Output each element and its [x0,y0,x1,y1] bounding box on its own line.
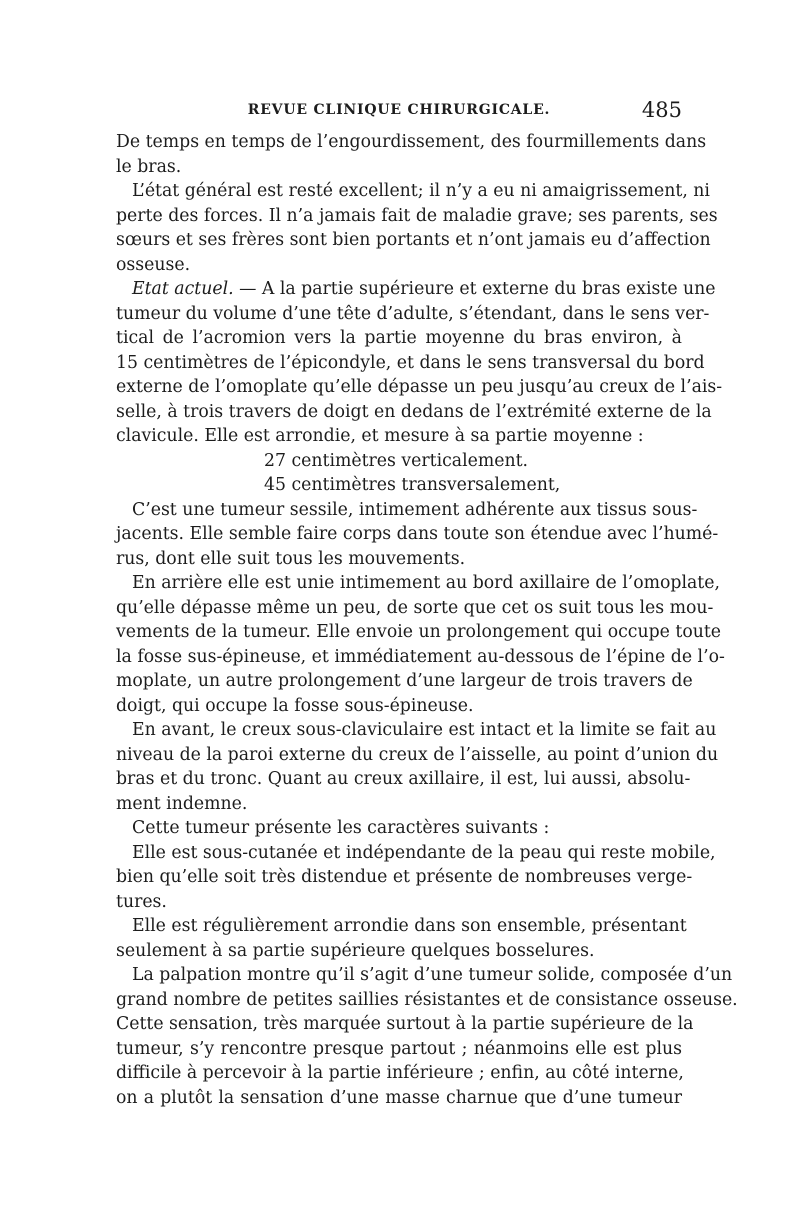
text-line: doigt, qui occupe la fosse sous-épineuse. [116,695,474,716]
page-header [116,100,682,124]
text-line: externe de l’omoplate qu’elle dépasse un peu jusqu’au creux de l’ais- [116,377,723,397]
text-line: tures. [116,891,167,912]
body-text [116,130,738,1110]
text-line: tical de l’acromion vers la partie moyenne du bras environ, à [116,328,682,348]
text-line: grand nombre de petites saillies résistantes et de consistance osseuse. [116,989,738,1010]
text-line [116,277,716,302]
text-line: seulement à sa partie supérieure quelques bosselures. [116,940,595,961]
text-line: qu’elle dépasse même un peu, de sorte que cet os suit tous les mou- [116,597,714,618]
text-line: perte des forces. Il n’a jamais fait de maladie grave; ses parents, ses [116,205,718,226]
text-line: sœurs et ses frères sont bien portants et n’ont jamais eu d’affection [116,230,711,250]
page-number: 485 [641,98,682,122]
text-line: La palpation montre qu’il s’agit d’une tumeur solide, composée d’un [132,965,733,985]
etat-actuel-label: Etat actuel. [132,279,234,299]
text-line: jacents. Elle semble faire corps dans toute son étendue avec l’humé- [116,524,719,544]
text-line: Elle est sous-cutanée et indépendante de la peau qui reste mobile, [132,842,716,863]
text-line: le bras. [116,156,182,177]
text-line-rest: — A la partie supérieure et externe du bras existe une [239,279,716,299]
text-line: Cette tumeur présente les caractères suivants : [132,818,550,838]
text-line: tumeur, s’y rencontre presque partout ; néanmoins elle est plus [116,1038,682,1059]
text-line: difficile à percevoir à la partie inférieure ; enfin, au côté interne, [116,1063,684,1083]
text-line: bien qu’elle soit très distendue et présente de nombreuses verge- [116,867,693,887]
text-line: 15 centimètres de l’épicondyle, et dans le sens transversal du bord [116,352,705,373]
text-line: En arrière elle est unie intimement au bord axillaire de l’omoplate, [132,573,720,593]
text-line: tumeur du volume d’une tête d’adulte, s’étendant, dans le sens ver- [116,303,710,324]
text-line: 27 centimètres verticalement. [264,450,529,471]
text-line: 45 centimètres transversalement, [264,475,561,495]
running-title: REVUE CLINIQUE CHIRURGICALE. [247,102,551,118]
text-line: Elle est régulièrement arrondie dans son ensemble, présentant [132,916,687,936]
text-line: la fosse sus-épineuse, et immédiatement au-dessous de l’épine de l’o- [116,646,725,667]
text-line: ment indemne. [116,793,248,814]
text-line: osseuse. [116,254,191,275]
text-line: L’état général est resté excellent; il n’y a eu ni amaigrissement, ni [132,181,710,201]
text-line: vements de la tumeur. Elle envoie un prolongement qui occupe toute [116,622,722,642]
text-line: selle, à trois travers de doigt en dedans de l’extrémité externe de la [116,401,712,422]
text-line: on a plutôt la sensation d’une masse charnue que d’une tumeur [116,1087,682,1108]
text-line: clavicule. Elle est arrondie, et mesure à sa partie moyenne : [116,426,644,446]
text-line: De temps en temps de l’engourdissement, des fourmillements dans [116,132,707,152]
text-line: C’est une tumeur sessile, intimement adhérente aux tissus sous- [132,499,698,520]
text-line: Cette sensation, très marquée surtout à la partie supérieure de la [116,1014,694,1034]
text-line: niveau de la paroi externe du creux de l’aisselle, au point d’union du [116,744,719,765]
text-line: rus, dont elle suit tous les mouvements. [116,548,466,569]
text-line: bras et du tronc. Quant au creux axillaire, il est, lui aussi, absolu- [116,769,691,789]
text-line: moplate, un autre prolongement d’une largeur de trois travers de [116,671,693,691]
text-line: En avant, le creux sous-claviculaire est intact et la limite se fait au [132,720,717,740]
